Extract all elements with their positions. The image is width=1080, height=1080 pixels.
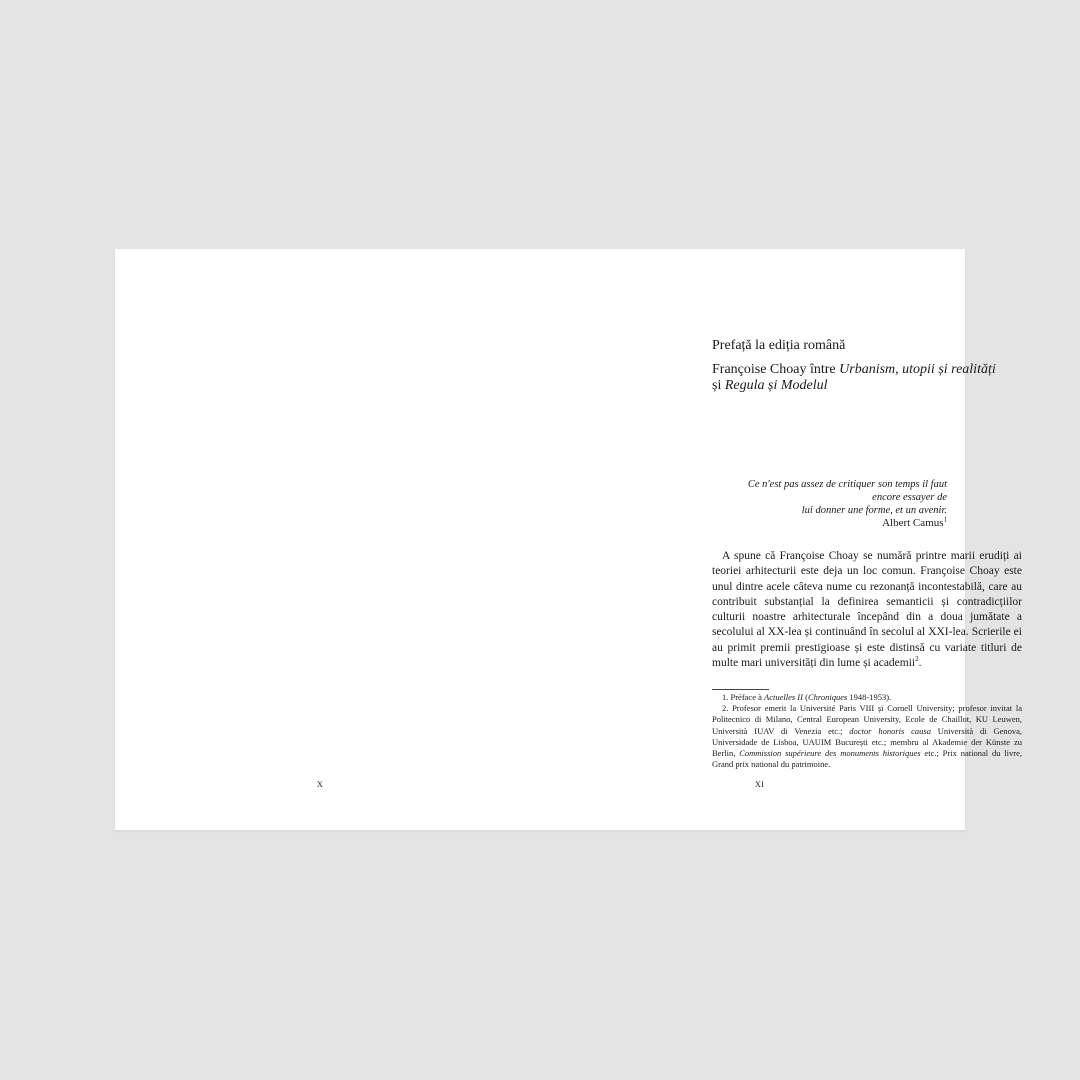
footnote-1-italic-2: Chroniques: [807, 692, 848, 702]
epigraph-author: [740, 517, 947, 530]
footnote-1-prefix: 1. Préface à: [722, 692, 765, 702]
footnote-1: [712, 692, 1022, 703]
epigraph-line-2: lui donner une forme, et un avenir.: [801, 505, 947, 516]
right-page: [540, 249, 1023, 830]
footnote-2-italic-2: Commission supérieure des monuments historiques: [739, 748, 921, 759]
chapter-title: [712, 362, 1032, 394]
footnote-divider: [712, 689, 769, 690]
title-prefix: Françoise Choay între: [712, 362, 840, 377]
left-page: [115, 249, 540, 830]
footnote-2-part-1: 2. Profesor emerit la Université Paris VIII și Cornell University; profesor invitat la Politecnico di Milano, Central European University, Ecole de Chaillot, KU Leuwen, Università IUAV di Venezia etc.;: [712, 703, 1022, 736]
footnote-2-part-2: Università di Genova, Universidade de Lisboa, UAUIM București etc.; membru al Akademie der Künste zu Berlin,: [712, 725, 1023, 759]
body-end: .: [918, 657, 922, 670]
body-text: A spune că Françoise Choay se numără printre marii erudiți ai teoriei arhitecturii este deja un loc comun. Françoise Choay este unul dintre acele câteva nume cu rezonanță incontestabilă, care au contribuit substanțial la definirea semanticii și contradicțiilor culturii noastre arhitecturale începând din a doua jumătate a secolului al XX-lea și continuând în secolul al XXI-lea. Scrierile ei au primit premii prestigioase și este distinsă cu variate titluri de multe mari universități din lume și academii: [712, 550, 1022, 670]
epigraph-quote: [740, 478, 947, 517]
title-italic-1: Urbanism, utopii și realități: [839, 362, 996, 377]
epigraph-line-1: Ce n'est pas assez de critiquer son temps il faut encore essayer de: [747, 479, 947, 503]
book-spread: [115, 249, 1023, 830]
epigraph: [740, 478, 947, 530]
footnote-ref-1: 1: [943, 515, 947, 524]
page-number-left: X: [317, 780, 324, 789]
footnote-2: [712, 703, 1022, 770]
footnote-1-italic: Actuelles II: [764, 692, 803, 702]
footnote-2-part-3: etc.; Prix national du livre, Grand prix national du patrimoine.: [712, 748, 1023, 770]
footnotes: [712, 692, 1022, 770]
epigraph-author-name: Albert Camus: [882, 517, 944, 529]
footnote-ref-2: 2: [915, 655, 919, 664]
title-italic-2: Regula și Modelul: [724, 378, 828, 393]
title-middle: și: [712, 378, 725, 393]
page-number-right: XI: [755, 780, 765, 789]
footnote-1-suffix: 1948-1953).: [847, 692, 892, 702]
section-label: Prefață la ediția română: [712, 338, 846, 353]
footnote-2-italic-1: doctor honoris causa: [849, 725, 931, 736]
body-paragraph: [712, 549, 1022, 671]
footnote-1-open: (: [802, 692, 808, 702]
